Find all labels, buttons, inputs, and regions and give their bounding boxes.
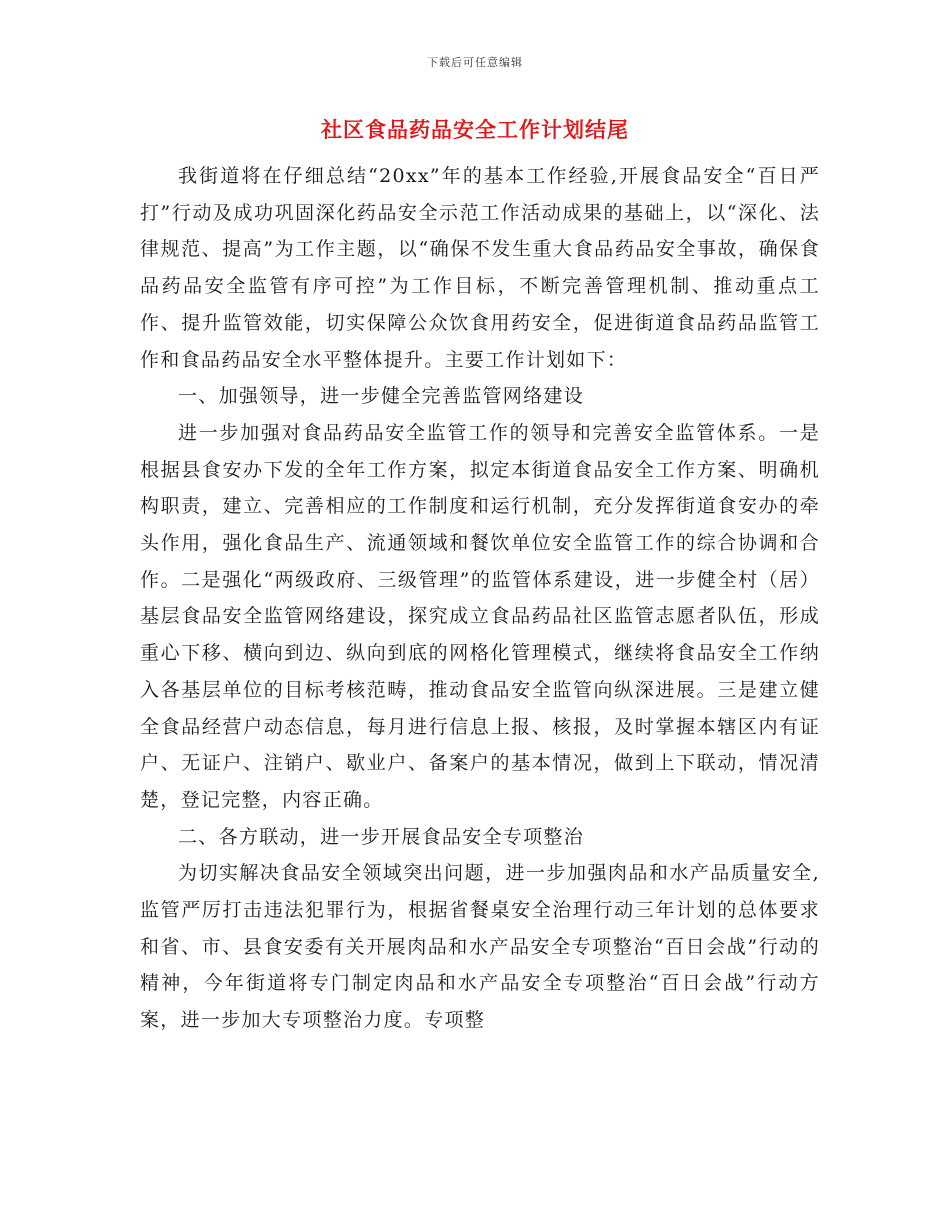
section-heading-1: 一、加强领导，进一步健全完善监管网络建设: [178, 385, 585, 408]
section-heading-2: 二、各方联动，进一步开展食品安全专项整治: [178, 825, 585, 848]
section-2-paragraph: 为切实解决食品安全领域突出问题，进一步加强肉品和水产品质量安全,监管严厉打击违法犯罪行为，根据省餐桌安全治理行动三年计划的总体要求和省、市、县食安委有关开展肉品和水产品安全专项整治“百日会战”行动的精神，今年街道将专门制定肉品和水产品安全专项整治“百日会战”行动方案，进一步加大专项整治力度。专项整: [140, 862, 820, 1032]
document-title: 社区食品药品安全工作计划结尾: [321, 117, 629, 142]
document-body: [140, 158, 820, 1039]
header-note: 下载后可任意编辑: [427, 56, 523, 69]
intro-paragraph: 我街道将在仔细总结“20xx”年的基本工作经验,开展食品安全“百日严打”行动及成功巩固深化药品安全示范工作活动成果的基础上，以“深化、法律规范、提高”为工作主题，以“确保不发生重大食品药品安全事故，确保食品药品安全监管有序可控”为工作目标，不断完善管理机制、推动重点工作、提升监管效能，切实保障公众饮食用药安全，促进街道食品药品监管工作和食品药品安全水平整体提升。主要工作计划如下：: [140, 165, 820, 371]
section-1-paragraph: 进一步加强对食品药品安全监管工作的领导和完善安全监管体系。一是根据县食安办下发的全年工作方案，拟定本街道食品安全工作方案、明确机构职责，建立、完善相应的工作制度和运行机制，充分发挥街道食安办的牵头作用，强化食品生产、流通领域和餐饮单位安全监管工作的综合协调和合作。二是强化“两级政府、三级管理”的监管体系建设，进一步健全村（居）基层食品安全监管网络建设，探究成立食品药品社区监管志愿者队伍，形成重心下移、横向到边、纵向到底的网格化管理模式，继续将食品安全工作纳入各基层单位的目标考核范畴，推动食品安全监管向纵深进展。三是建立健全食品经营户动态信息，每月进行信息上报、核报，及时掌握本辖区内有证户、无证户、注销户、歇业户、备案户的基本情况，做到上下联动，情况清楚，登记完整，内容正确。: [140, 421, 820, 811]
